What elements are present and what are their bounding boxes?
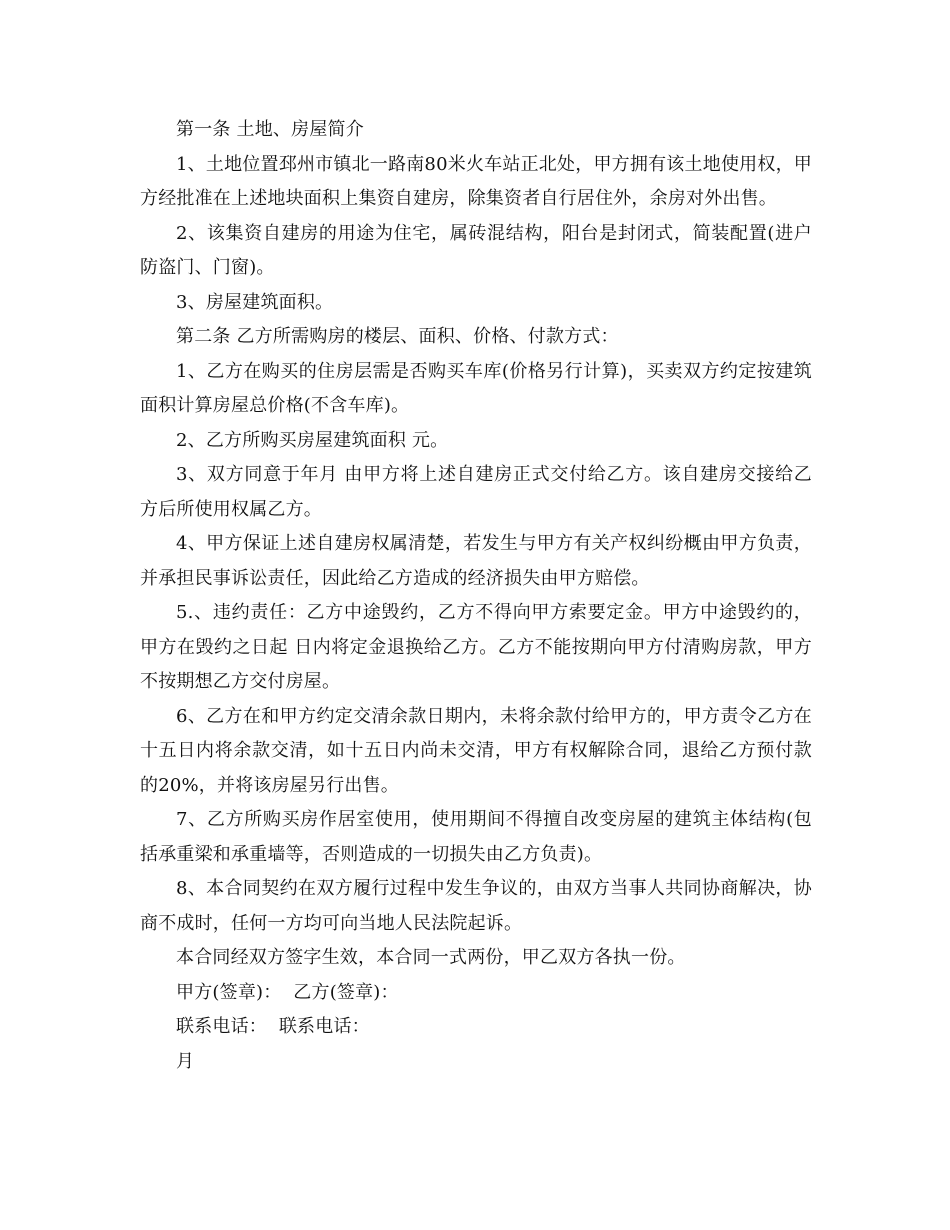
date-line: 月	[176, 1050, 195, 1072]
clause-floor-area: 3、房屋建筑面积。	[176, 291, 334, 313]
contact-phone-line: 联系电话： 联系电话：	[176, 1016, 370, 1037]
clause-late-payment: 6、乙方在和甲方约定交清余款日期内，未将余款付给甲方的，甲方责令乙方在十五日内将余款交清，如十五日内尚未交清，甲方有权解除合同，退给乙方预付款的20%，并将该房屋另行出售。	[140, 705, 812, 796]
clause-title-guarantee: 4、甲方保证上述自建房权属清楚，若发生与甲方有关产权纠纷概由甲方负责，并承担民事诉讼责任，因此给乙方造成的经济损失由甲方赔偿。	[140, 533, 812, 589]
clause-building-use: 2、该集资自建房的用途为住宅，属砖混结构，阳台是封闭式，简装配置(进户防盗门、门窗)。	[140, 222, 812, 278]
clause-usage-restriction: 7、乙方所购买房作居室使用，使用期间不得擅自改变房屋的建筑主体结构(包括承重梁和承重墙等，否则造成的一切损失由乙方负责)。	[140, 809, 812, 865]
clause-effectiveness: 本合同经双方签字生效，本合同一式两份，甲乙双方各执一份。	[176, 947, 686, 968]
clause-garage-price: 1、乙方在购买的住房层需是否购买车库(价格另行计算)，买卖双方约定按建筑面积计算房屋总价格(不含车库)。	[140, 360, 812, 416]
clause-purchase-area: 2、乙方所购买房屋建筑面积 元。	[176, 429, 449, 451]
document-body	[140, 113, 812, 1079]
clause-land-location: 1、土地位置邳州市镇北一路南80米火车站正北处，甲方拥有该土地使用权，甲方经批准在上述地块面积上集资自建房，除集资者自行居住外，余房对外出售。	[140, 153, 812, 209]
signature-line: 甲方(签章)： 乙方(签章)：	[176, 981, 399, 1003]
clause-breach-liability: 5.、违约责任：乙方中途毁约，乙方不得向甲方索要定金。甲方中途毁约的，甲方在毁约之日起 日内将定金退换给乙方。乙方不能按期向甲方付清购房款，甲方不按期想乙方交付房屋。	[140, 602, 812, 692]
clause-dispute-resolution: 8、本合同契约在双方履行过程中发生争议的，由双方当事人共同协商解决，协商不成时，任何一方均可向当地人民法院起诉。	[140, 878, 812, 934]
clause-delivery: 3、双方同意于年月 由甲方将上述自建房正式交付给乙方。该自建房交接给乙方后所使用权属乙方。	[140, 464, 812, 520]
article-one-heading: 第一条 土地、房屋简介	[176, 119, 364, 140]
article-two-heading: 第二条 乙方所需购房的楼层、面积、价格、付款方式：	[176, 326, 619, 347]
